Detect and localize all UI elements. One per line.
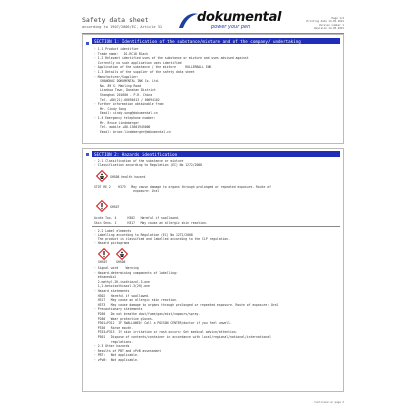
dokumental-logo — [177, 10, 297, 32]
section-1-title: SECTION 1: Identification of the substance/mixture and of the company/ undertaking — [92, 38, 340, 44]
text-line: Tel. +86(21)-66694613 / 66694102 — [100, 97, 160, 102]
text-line: · Hazard pictograms — [94, 241, 130, 245]
document-meta — [307, 17, 344, 31]
skin-sens-classification: Skin Sens. 1 H317 May cause an allergic skin reaction. — [94, 220, 208, 225]
text-line: · 1.1 Product identifier — [94, 47, 139, 51]
text-line: P260 Do not breathe dust/fume/gas/mist/vapours/spray. — [94, 312, 201, 316]
document-title: Safety data sheet — [82, 16, 149, 24]
text-line: Mr. Bruce Lindeberger — [100, 120, 140, 125]
text-line: H373 May cause damage to organs through prolonged or repeated exposure. Route of exposure: Oral — [94, 302, 279, 307]
text-line: 2-methyl-2H-isothiazol-3-one — [94, 279, 150, 284]
text-line: ethanediol — [94, 275, 117, 280]
stot-classification: STOT RE 2 H373 May cause damage to organs through prolonged or repeated exposure. Route of — [94, 185, 271, 189]
classification-divider — [92, 226, 340, 227]
text-line: P333+P313 If skin irritation or rash occurs: Get medical advice/attention. — [94, 330, 238, 335]
text-line: · 2.3 Other hazards — [94, 344, 130, 349]
text-line: · Trade name: D1-RC18 Black — [94, 51, 149, 56]
text-line: Email: bruce.lindeberger@dokumental.cn — [100, 129, 171, 134]
text-line: · Application of the substance / the mixture ROLLERBALL INK — [94, 65, 212, 70]
text-line: 1,2-benzisothiazol-3(2H)-one — [94, 284, 150, 289]
text-line: · Precautionary statements — [94, 307, 143, 312]
text-line: · 2.1 Classification of the substance or mixture — [94, 159, 184, 163]
text-line: regulations. — [94, 339, 134, 344]
text-line: P301+P312 IF SWALLOWED: Call a POISON CENTER/doctor if you feel unwell. — [94, 321, 232, 326]
text-line: · Hazard-determining components of labelling: — [94, 270, 178, 275]
text-line: SHANGHAI DOKUMENTAL INK Co. Ltd. — [100, 79, 160, 84]
meta-printing-date: Printing date 14.05.2021 — [306, 20, 344, 24]
ghs07-exclamation-icon — [96, 200, 108, 212]
text-line: Currently no such application uses identified — [94, 60, 182, 65]
pictogram-label-ghs08: GHS08 — [116, 260, 126, 264]
text-line: · Results of PBT and vPvB assessment — [94, 348, 162, 353]
logo-word: dokumental — [197, 10, 282, 25]
text-line: Email: cindy.song@dokumental.cn — [100, 111, 158, 116]
text-line: · Labelling according to Regulation (EC) No 1272/2008 — [94, 233, 193, 237]
text-line: · Hazard statements — [94, 289, 130, 293]
text-line: H317 May cause an allergic skin reaction. — [94, 298, 178, 303]
text-line: · vPvB: Not applicable. — [94, 358, 139, 362]
ghs08-health-hazard-icon — [96, 170, 108, 182]
text-line: · 1.4 Emergency telephone number: — [94, 116, 156, 120]
text-line: · Classification according to Regulation (EC) No 1272/2008 — [94, 163, 203, 167]
section-marker-icon — [86, 153, 89, 156]
section-marker-icon — [86, 42, 89, 45]
document-subtitle: according to 1907/2006/EC, Article 31 — [82, 25, 163, 29]
text-line: Lianhua Town, Danshan District — [100, 88, 156, 93]
ghs07-label: GHS07 — [110, 205, 120, 209]
text-line: · 2.2 Label elements — [94, 229, 132, 233]
text-line: · Further information obtainable from: — [94, 102, 165, 107]
meta-version: Version number 1 — [319, 23, 344, 27]
text-line: No. 89 S. Manling Road — [100, 83, 141, 88]
text-line: H302 Harmful if swallowed. — [94, 293, 150, 298]
text-line: Tel. mobile +86-13601945000 — [100, 125, 151, 130]
sds-page — [70, 8, 348, 408]
ghs08-pictogram-icon — [116, 248, 128, 260]
text-line: · 1.3 Details of the supplier of the safety data sheet — [94, 70, 195, 74]
text-line: P330 Rinse mouth. — [94, 325, 134, 330]
text-line: P501 Dispose of contents/container in accordance with local/regional/national/international — [94, 335, 271, 339]
ghs07-pictogram-icon — [98, 248, 110, 260]
text-line: · 1.2 Relevant identified uses of the substance or mixture and uses advised against — [94, 56, 249, 61]
text-line: Shanghai 201600 - P.R. China — [100, 93, 153, 97]
acute-tox-classification: Acute Tox. 4 H302 Harmful if swallowed. — [94, 216, 180, 220]
meta-page: Page 1/4 — [331, 17, 344, 20]
page-footer: Continued on page 2 — [314, 401, 344, 404]
meta-revision: Revision 14.05.2021 — [314, 27, 344, 31]
text-line: · Signal word Warning — [94, 266, 139, 270]
text-line: · Manufacturer/Supplier: — [94, 74, 139, 79]
stot-classification-cont: exposure: Oral — [94, 188, 160, 193]
ghs08-label: GHS08 health hazard — [110, 175, 146, 179]
text-line: The product is classified and labelled according to the CLP regulation. — [94, 237, 230, 241]
pictogram-label-ghs07: GHS07 — [98, 260, 108, 264]
text-line: P280 Wear protective gloves. — [94, 316, 154, 321]
text-line: · PBT: Not applicable. — [94, 353, 139, 358]
text-line: Mr. Cindy Song — [100, 106, 127, 111]
section-2-title: SECTION 2: Hazards identification — [92, 151, 340, 157]
logo-tagline: power your pen — [211, 24, 251, 30]
logo-swoosh-icon — [177, 12, 199, 30]
